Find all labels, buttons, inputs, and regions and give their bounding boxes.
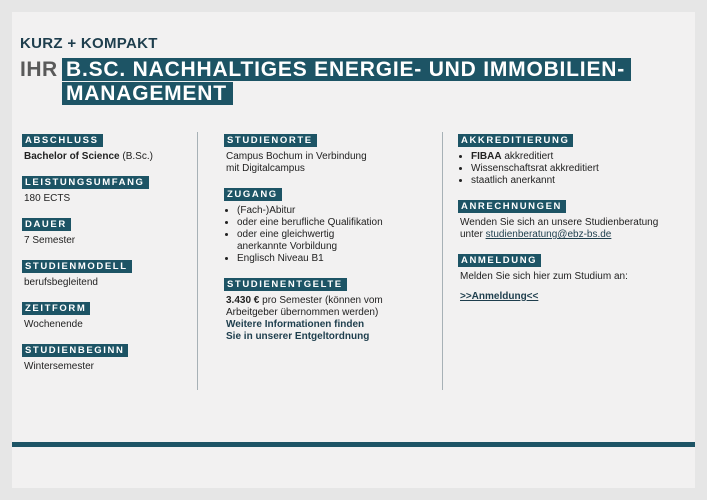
title-prefix: IHR xyxy=(20,58,58,81)
modell-value: berufsbegleitend xyxy=(24,277,98,288)
column-1 xyxy=(22,130,192,373)
abschluss-value xyxy=(22,151,192,163)
abschluss-rest: (B.Sc.) xyxy=(119,151,153,162)
entgelte-rest: pro Semester (können vom xyxy=(259,295,383,306)
abschluss-bold: Bachelor of Science xyxy=(24,151,120,162)
zugang-label: ZUGANG xyxy=(224,188,282,201)
akkred-list xyxy=(458,151,673,187)
list-item: • oder eine gleichwertig xyxy=(237,229,439,241)
more-info-line-2[interactable]: Sie in unserer Entgeltordnung xyxy=(226,331,370,342)
entgelte-line-2: Arbeitgeber übernommen werden) xyxy=(226,307,379,318)
akkred-label: AKKREDITIERUNG xyxy=(458,134,573,147)
dauer-label: DAUER xyxy=(22,218,71,231)
zeitform-value: Wochenende xyxy=(24,319,83,330)
list-item-continuation: anerkannte Vorbildung xyxy=(237,241,338,252)
title-line-2: MANAGEMENT xyxy=(62,82,233,105)
anrech-label: ANRECHNUNGEN xyxy=(458,200,566,213)
orte-line-2: mit Digitalcampus xyxy=(226,163,305,174)
more-info-line-1[interactable]: Weitere Informationen finden xyxy=(226,319,365,330)
column-divider xyxy=(442,132,443,390)
list-item: • (Fach-)Abitur xyxy=(237,205,439,217)
list-item: • Englisch Niveau B1 xyxy=(237,253,439,265)
entgelte-line-1 xyxy=(224,295,439,307)
list-item: • oder eine berufliche Qualifikation xyxy=(237,217,439,229)
column-divider xyxy=(197,132,198,390)
dauer-value: 7 Semester xyxy=(24,235,76,246)
list-item: • staatlich anerkannt xyxy=(471,175,673,187)
more-info-link[interactable] xyxy=(224,319,439,343)
column-3 xyxy=(458,130,673,303)
anmeld-label: ANMELDUNG xyxy=(458,254,541,267)
beginn-value: Wintersemester xyxy=(24,361,95,372)
anmeld-text: Melden Sie sich hier zum Studium an: xyxy=(460,271,628,282)
entgelte-label: STUDIENENTGELTE xyxy=(224,278,347,291)
anmeldung-link[interactable]: >>Anmeldung<< xyxy=(460,291,539,302)
fibaa-rest: akkreditiert xyxy=(501,151,554,162)
list-item xyxy=(471,151,673,163)
zugang-list xyxy=(224,205,439,265)
anrech-prefix: unter xyxy=(460,229,486,240)
modell-label: STUDIENMODELL xyxy=(22,260,132,273)
orte-label: STUDIENORTE xyxy=(224,134,317,147)
leistung-label: LEISTUNGSUMFANG xyxy=(22,176,149,189)
title-line-1: B.SC. NACHHALTIGES ENERGIE- UND IMMOBILIEN- xyxy=(62,58,631,81)
email-link[interactable]: studienberatung@ebz-bs.de xyxy=(485,229,612,240)
beginn-label: STUDIENBEGINN xyxy=(22,344,128,357)
kicker-heading: KURZ + KOMPAKT xyxy=(20,35,158,52)
anrech-line-2 xyxy=(458,229,673,241)
entgelte-amount: 3.430 € xyxy=(226,295,260,306)
anrech-line-1: Wenden Sie sich an unsere Studienberatung xyxy=(460,217,659,228)
zeitform-label: ZEITFORM xyxy=(22,302,90,315)
leistung-value: 180 ECTS xyxy=(24,193,71,204)
orte-line-1: Campus Bochum in Verbindung xyxy=(226,151,367,162)
column-2 xyxy=(224,130,439,343)
fibaa-bold: FIBAA xyxy=(471,151,502,162)
footer-bar xyxy=(12,442,695,447)
abschluss-label: ABSCHLUSS xyxy=(22,134,103,147)
list-item: • Wissenschaftsrat akkreditiert xyxy=(471,163,673,175)
